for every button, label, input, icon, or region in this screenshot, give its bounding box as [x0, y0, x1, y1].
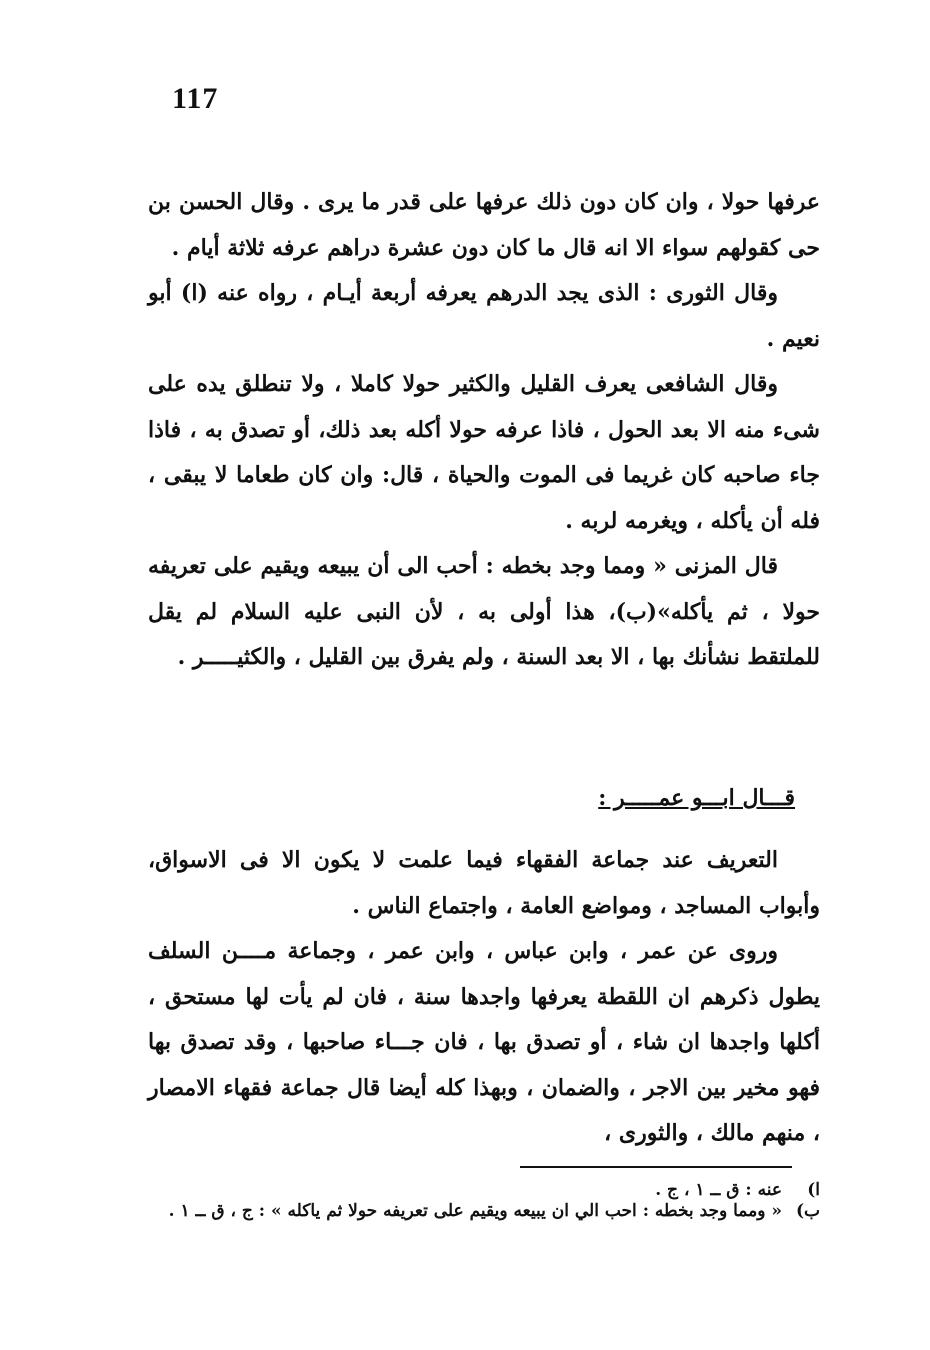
main-text-block-2 — [148, 838, 820, 1157]
page-number: 117 — [172, 82, 219, 115]
paragraph: قال المزنى « ومما وجد بخطه : أحب الى أن يبيعه ويقيم على تعريفه حولا ، ثم يأكله»(ب)، هذا أولى به ، لأن النبى عليه السلام لم يقل للملتقط نشأنك بها ، الا بعد السنة ، ولم يفرق بين القليل ، والكثيـــــر . — [148, 553, 820, 670]
footnote-divider — [520, 1166, 792, 1168]
paragraph: التعريف عند جماعة الفقهاء فيما علمت لا يكون الا فى الاسواق، وأبواب المساجد ، ومواضع العامة ، واجتماع الناس . — [148, 847, 820, 919]
footnote-marker: ا) — [807, 1180, 820, 1200]
section-heading: قـــال ابـــو عمـــــر : — [598, 785, 795, 811]
footnote — [148, 1180, 820, 1201]
paragraph: وقال الشافعى يعرف القليل والكثير حولا كاملا ، ولا تنطلق يده على شىء منه الا بعد الحول ، فاذا عرفه حولا أكله بعد ذلك، أو تصدق به ، فاذا جاء صاحبه كان غريما فى الموت والحياة ، قال: وان كان طعاما لا يبقى ، فله أن يأكله ، ويغرمه لربه . — [148, 371, 820, 534]
footnote-marker: ب) — [795, 1201, 820, 1221]
footnote-text: عنه : ق ــ ١ ، ج . — [655, 1180, 782, 1200]
main-text-block-1 — [148, 180, 820, 681]
footnotes — [148, 1180, 820, 1222]
paragraph: وقال الثورى : الذى يجد الدرهم يعرفه أربعة أيـام ، رواه عنه (ا) أبو نعيم . — [148, 280, 820, 352]
footnote — [148, 1201, 820, 1222]
paragraph: وروى عن عمر ، وابن عباس ، وابن عمر ، وجماعة مــــن السلف يطول ذكرهم ان اللقطة يعرفها واجدها سنة ، فان لم يأت لها مستحق ، أكلها واجدها ان شاء ، أو تصدق بها ، فان جـــاء صاحبها ، وقد تصدق بها فهو مخير بين الاجر ، والضمان ، وبهذا كله أيضا قال جماعة فقهاء الامصار ، منهم مالك ، والثورى ، — [148, 938, 820, 1146]
footnote-text: « ومما وجد بخطه : احب الي ان يبيعه ويقيم على تعريفه حولا ثم ياكله » : ج ، ق ــ ١ . — [168, 1201, 782, 1221]
paragraph: عرفها حولا ، وان كان دون ذلك عرفها على قدر ما يرى . وقال الحسن بن حى كقولهم سواء الا انه قال ما كان دون عشرة دراهم عرفه ثلاثة أيام . — [148, 189, 820, 261]
